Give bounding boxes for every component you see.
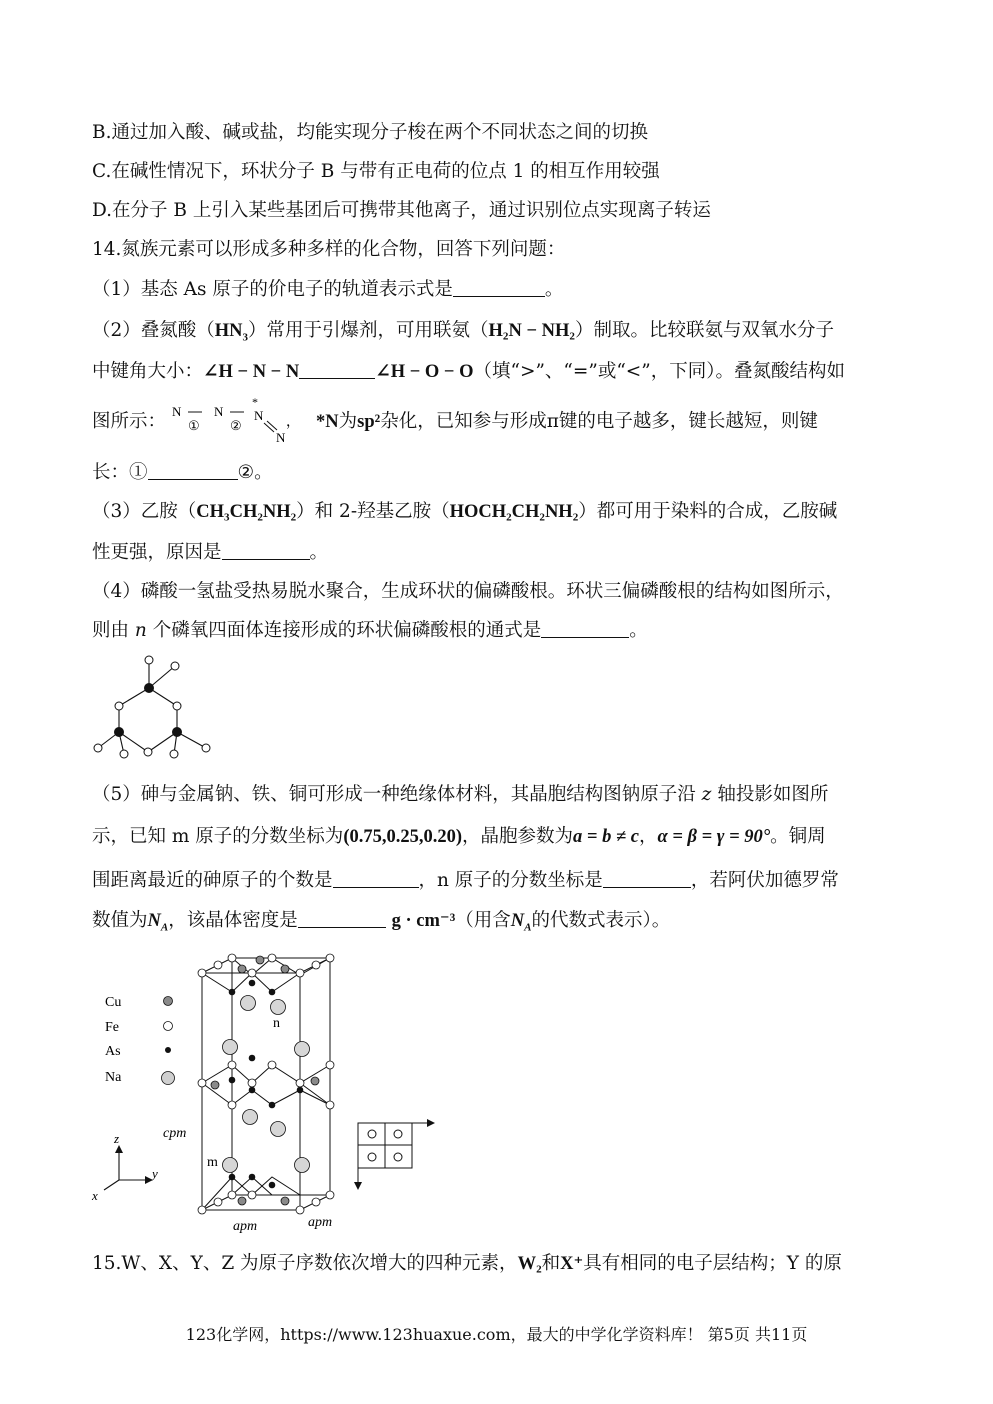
answer-blank[interactable] [299,360,375,379]
angle-hnn: ∠H − N − N [203,362,300,382]
cu-neighbors-text: 围距离最近的砷原子的个数是 [92,870,333,891]
q14-hybrid-line [316,409,818,435]
reason-text: 性更强，原因是 [92,542,222,563]
q14-part4: （4）磷酸一氢盐受热易脱水聚合，生成环状的偏磷酸根。环状三偏磷酸根的结构如图所示， [92,581,844,602]
q14-part1-text: （1）基态 As 原子的价电子的轨道表示式是 [92,279,453,300]
part3-text: （3）乙胺（ [92,501,197,522]
m-coordinates: (0.75,0.25,0.20) [343,827,463,847]
q14-part2-text2: ）常用于引爆剂，可用联氨（ [248,320,489,341]
q14-part2 [92,318,834,351]
density-unit: g · cm⁻³ [391,911,456,931]
answer-blank[interactable] [333,869,419,888]
q14-part2-line2 [92,359,845,385]
q14-part5-line3 [92,868,839,894]
density-text3: （用含 [455,910,511,931]
q14-part3 [92,499,837,525]
label-apm-1: apm [233,1219,258,1234]
q14-part5-line2 [92,824,826,850]
option-d: D.在分子 B 上引入某些基团后可携带其他离子，通过识别位点实现离子转运 [92,200,711,221]
answer-blank[interactable] [541,619,629,638]
q15-text2: 具有相同的电子层结构；Y 的原 [583,1253,842,1274]
m-coord-text: 示，已知 m 原子的分数坐标为 [92,826,344,847]
na-main: N [147,911,161,931]
axis-y-label: y [152,1166,158,1181]
legend-fe: Fe [105,1020,119,1035]
x-plus-symbol: X⁺ [560,1254,584,1274]
question-14-title: 14.氮族元素可以形成多种多样的化合物，回答下列问题： [92,239,566,260]
q14-part2-text3: ）制取。比较联氨与双氧水分子 [574,320,834,341]
na-symbol [147,911,169,934]
bond-length-text: 长： [92,462,130,483]
q14-structure-text: 图所示： [92,411,167,432]
part5-text: （5）砷与金属钠、铁、铜可形成一种绝缘体材料，其晶胞结构图钠原子沿 [92,784,696,805]
hn3-structure-diagram [168,395,300,445]
q14-part5 [92,782,828,808]
label-m: m [207,1155,218,1170]
var-z: z [701,784,712,805]
cu-text: 。铜周 [770,826,826,847]
w2-symbol: W₂ [517,1254,542,1274]
formula-hn3 [214,321,249,344]
cell-angles: α = β = γ = 90° [657,827,771,847]
cell-param-text: ，晶胞参数为 [462,826,574,847]
answer-blank[interactable] [453,278,545,297]
reason-end: 。 [309,542,329,563]
answer-blank[interactable] [148,461,238,480]
var-n: n [134,620,147,641]
atom-n4: N [276,430,286,445]
q14-part2-text: （2）叠氮酸（ [92,320,215,341]
question-15 [92,1251,842,1277]
legend-cu: Cu [105,995,122,1010]
q14-bond-length [92,460,273,486]
angle-hoo: ∠H − O − O [375,362,474,382]
part5-text2: 轴投影如图所 [717,784,829,805]
hybrid-text2: 键的电子越多，键长越短，则键 [558,411,818,432]
n-coord-text: ，n 原子的分数坐标是 [418,870,603,891]
circle-1: ① [129,462,148,483]
atom-n2: N [214,404,224,419]
bond-label-2: ② [230,418,242,433]
density-text: 数值为 [92,910,148,931]
formula-ethanolamine: HOCH₂CH₂NH₂ [449,502,579,522]
legend-fe-marker [164,1022,173,1031]
bond-label-1: ① [188,418,200,433]
atom-n1: N [172,404,182,419]
atom-n3: N [254,408,264,423]
avogadro-text: ，若阿伏加德罗常 [690,870,839,891]
q14-part5-line4 [92,908,670,941]
page-footer: 123化学网，https://www.123huaxue.com，最大的中学化学资料库！ 第5页 共11页 [185,1325,808,1344]
circle-2: ②。 [237,462,273,483]
q14-part1 [92,277,563,303]
formula-ethylamine: CH₃CH₂NH₂ [196,502,297,522]
legend-na: Na [105,1070,122,1085]
legend-cu-marker [164,997,173,1006]
axis-z-label: z [114,1131,120,1146]
na-sub-2: A [524,921,532,934]
option-b: B.通过加入酸、碱或盐，均能实现分子梭在两个不同状态之间的切换 [92,122,648,143]
legend-na-marker [162,1072,175,1085]
formula-hn3-main: HN [214,321,243,341]
hybrid-text: 杂化，已知参与形成 [380,411,547,432]
q15-and: 和 [541,1253,561,1274]
q14-part4-line2 [92,618,648,644]
part4-text: 则由 [92,620,130,641]
q15-text: 15.W、X、Y、Z 为原子序数依次增大的四种元素， [92,1253,518,1274]
trimetaphosphate-diagram [84,650,224,760]
label-apm-2: apm [308,1215,333,1230]
crystal-cell-diagram [90,945,450,1240]
q14-part2-line3 [92,409,166,435]
formula-hn3-sub: 3 [242,331,249,344]
part3-text2: ）和 2-羟基乙胺（ [296,501,450,522]
label-n: n [273,1016,280,1031]
axis-x-label: x [92,1188,98,1203]
option-c: C.在碱性情况下，环状分子 B 与带有正电荷的位点 1 的相互作用较强 [92,161,660,182]
starred-n: *N [316,412,339,432]
q14-part1-end: 。 [544,279,564,300]
answer-blank[interactable] [222,541,310,560]
cell-params: a = b ≠ c [573,827,639,847]
density-text4: 的代数式表示）。 [531,910,671,931]
pi-symbol: π [546,411,559,432]
comma: ， [286,415,300,430]
label-cpm: cpm [163,1126,187,1141]
density-text2: ，该晶体密度是 [168,910,298,931]
part4-end: 。 [629,620,648,641]
na-main-2: N [510,911,525,931]
formula-hydrazine: H₂N − NH₂ [488,321,575,341]
na-projection-grid [358,1123,430,1185]
star-mark: * [252,395,258,409]
part4-text2: 个磷氧四面体连接形成的环状偏磷酸根的通式是 [152,620,542,641]
legend-as: As [105,1044,121,1059]
q14-fill-hint: （填“>”、“=”或“<”，下同）。叠氮酸结构如 [473,361,845,382]
q14-part3-line2 [92,540,328,566]
na-symbol-2 [510,911,532,934]
q14-bond-angle-text: 中键角大小： [92,361,204,382]
sp2: sp² [357,412,381,432]
answer-blank[interactable] [298,909,386,928]
legend-as-marker [165,1047,171,1053]
comma2: ， [638,826,658,847]
answer-blank[interactable] [603,869,691,888]
na-sub: A [160,921,169,934]
part3-text3: ）都可用于染料的合成，乙胺碱 [578,501,838,522]
text-wei: 为 [338,411,358,432]
